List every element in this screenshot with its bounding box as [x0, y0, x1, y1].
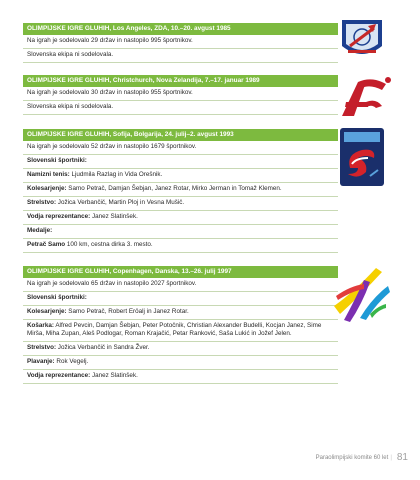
footer-separator: |	[390, 455, 392, 461]
publisher-name: Paraolimpijski komite 60 let	[315, 455, 389, 461]
sport-row: Plavanje: Rok Vegelj.	[23, 356, 338, 370]
section-title: OLIMPIJSKE IGRE GLUHIH, Copenhagen, Danska, 13.–26. julij 1997	[23, 266, 338, 278]
medals-heading: Medalje:	[23, 225, 338, 239]
sport-row: Kolesarjenje: Samo Petrač, Damjan Šebjan, Janez Rotar, Mirko Jerman in Tomaž Klemen.	[23, 183, 338, 197]
info-row: Slovenska ekipa ni sodelovala.	[23, 49, 338, 63]
los-angeles-1985-logo	[338, 16, 386, 62]
christchurch-1989-logo	[336, 72, 394, 122]
section-title: OLIMPIJSKE IGRE GLUHIH, Los Angeles, ZDA, 10.–20. avgust 1985	[23, 23, 338, 35]
info-row: Na igrah je sodelovalo 52 držav in nastopilo 1679 športnikov.	[23, 141, 338, 155]
info-row: Na igrah je sodelovalo 29 držav in nastopilo 995 športnikov.	[23, 35, 338, 49]
games-section-1997	[23, 266, 338, 384]
info-row: Na igrah je sodelovalo 65 držav in nastopilo 2027 športnikov.	[23, 278, 338, 292]
games-section-1985	[23, 23, 338, 63]
games-section-1993	[23, 129, 338, 253]
team-leader-row: Vodja reprezentance: Janez Slatinšek.	[23, 370, 338, 384]
medal-row: Petrač Samo 100 km, cestna dirka 3. mesto.	[23, 239, 338, 253]
info-row: Slovenska ekipa ni sodelovala.	[23, 101, 338, 115]
team-leader-row: Vodja reprezentance: Janez Slatinšek.	[23, 211, 338, 225]
athletes-heading: Slovenski športniki:	[23, 292, 338, 306]
sport-row: Košarka: Alfred Pevcin, Damjan Šebjan, Peter Potočnik, Christian Alexander Budelli, Kocjan Janez, Sime Mirša, Miha Zupan, Aleš Podlogar, Roman Krajačić, Petar Ranković, Saša Lukić in Jožef Jelen.	[23, 320, 338, 342]
section-title: OLIMPIJSKE IGRE GLUHIH, Christchurch, Nova Zelandija, 7.–17. januar 1989	[23, 75, 338, 87]
sport-row: Strelstvo: Jožica Verbančič, Martin Ploj in Vesna Mušič.	[23, 197, 338, 211]
page-number: 81	[396, 452, 408, 463]
section-title: OLIMPIJSKE IGRE GLUHIH, Sofija, Bolgarija, 24. julij–2. avgust 1993	[23, 129, 338, 141]
sofia-1993-logo	[340, 128, 384, 186]
sport-row: Namizni tenis: Ljudmila Razlag in Vida Orešnik.	[23, 169, 338, 183]
page-footer	[316, 452, 408, 463]
copenhagen-1997-logo	[330, 262, 392, 324]
games-section-1989	[23, 75, 338, 115]
sport-row: Strelstvo: Jožica Verbančič in Sandra Žver.	[23, 342, 338, 356]
sport-row: Kolesarjenje: Samo Petrač, Robert Eröalj in Janez Rotar.	[23, 306, 338, 320]
info-row: Na igrah je sodelovalo 30 držav in nastopilo 955 športnikov.	[23, 87, 338, 101]
athletes-heading: Slovenski športniki:	[23, 155, 338, 169]
